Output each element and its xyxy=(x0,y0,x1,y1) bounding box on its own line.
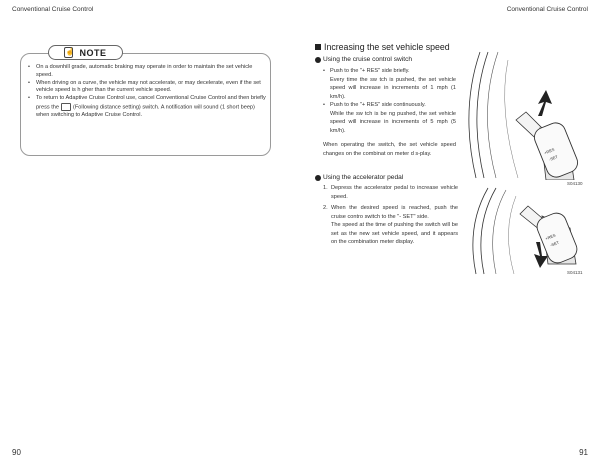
right-page-number: 91 xyxy=(579,448,588,457)
section-title-text: Increasing the set vehicle speed xyxy=(324,42,450,52)
step-1 xyxy=(323,184,458,201)
step-2-note: The speed at the time of pushing the switch will be set as the new set vehicle speed, and it appears on the combination meter display. xyxy=(331,222,458,245)
switch-subheading-text: Using the cruise control switch xyxy=(323,56,413,63)
section-title xyxy=(315,42,450,52)
hand-icon: ☝ xyxy=(65,49,75,56)
step-2-text: When the desired speed is reached, push the cruise contro switch to the "- SET" side. xyxy=(331,205,458,220)
cruise-switch-push-down-figure xyxy=(458,186,590,276)
note-tag xyxy=(48,45,123,60)
step-2-number: 2. xyxy=(323,205,328,211)
left-page-header: Conventional Cruise Control xyxy=(12,6,94,13)
pedal-subheading xyxy=(315,174,403,181)
note-label: NOTE xyxy=(79,47,107,58)
bullet-continuous-push: • Push to the "+ RES" side continuously. xyxy=(323,101,456,110)
switch-subheading xyxy=(315,56,412,63)
switch-instructions xyxy=(323,67,456,135)
fig-code-2: S04131 xyxy=(567,270,583,275)
bullet-brief-push: • Push to the "+ RES" side briefly. xyxy=(323,67,456,76)
fig-code-1: S04130 xyxy=(567,181,583,186)
bullet-dot-icon-2 xyxy=(315,175,321,181)
left-page-number: 90 xyxy=(12,448,21,457)
note-list xyxy=(28,64,266,120)
svg-text:-SET: -SET xyxy=(549,239,560,248)
pedal-subheading-text: Using the accelerator pedal xyxy=(323,174,404,181)
pedal-instructions xyxy=(323,184,458,247)
note-item-curve: • When driving on a curve, the vehicle may not accelerate, or may decelerate, even if the set vehicle speed is h gher than the current vehicle speed. xyxy=(28,80,266,96)
arrow-up-icon xyxy=(538,90,552,116)
step-1-number: 1. xyxy=(323,185,328,191)
bullet-dot-icon xyxy=(315,57,321,63)
continuous-push-text: While the sw tch is be ng pushed, the set vehicle speed will increase in increments of 5 mph (5 km/h). xyxy=(330,110,456,134)
step-2 xyxy=(323,204,458,221)
svg-text:+RES: +RES xyxy=(543,146,556,156)
note-item-downhill: • On a downhill grade, automatic braking may operate in order to maintain the set vehicle speed. xyxy=(28,64,266,80)
note-item-return-acc xyxy=(28,95,266,120)
section-square-icon xyxy=(315,44,321,50)
svg-text:+RES: +RES xyxy=(544,232,557,242)
brief-push-text: Every time the sw tch is pushed, the set vehicle speed will increase in increments of 1 mph (1 km/h). xyxy=(330,76,456,100)
svg-text:-SET: -SET xyxy=(548,154,559,163)
step-1-text: Depress the accelerator pedal to increase vehicle speed. xyxy=(331,185,458,200)
note-item-return-acc-part1: To return to Adaptive Cruise Control use, cancel Conventional Cruise Control and then briefly press the xyxy=(36,95,266,111)
right-page-header: Conventional Cruise Control xyxy=(506,6,588,13)
note-item-return-acc-part2: (Following distance setting) switch. A notification will sound (1 short beep) when switching to Adaptive Cruise Control. xyxy=(36,104,255,119)
switch-after-text: When operating the switch, the set vehicle speed changes on the combinat on meter d s-play. xyxy=(323,142,456,157)
cruise-switch-push-up-figure xyxy=(458,50,590,180)
distance-switch-icon xyxy=(61,103,71,111)
